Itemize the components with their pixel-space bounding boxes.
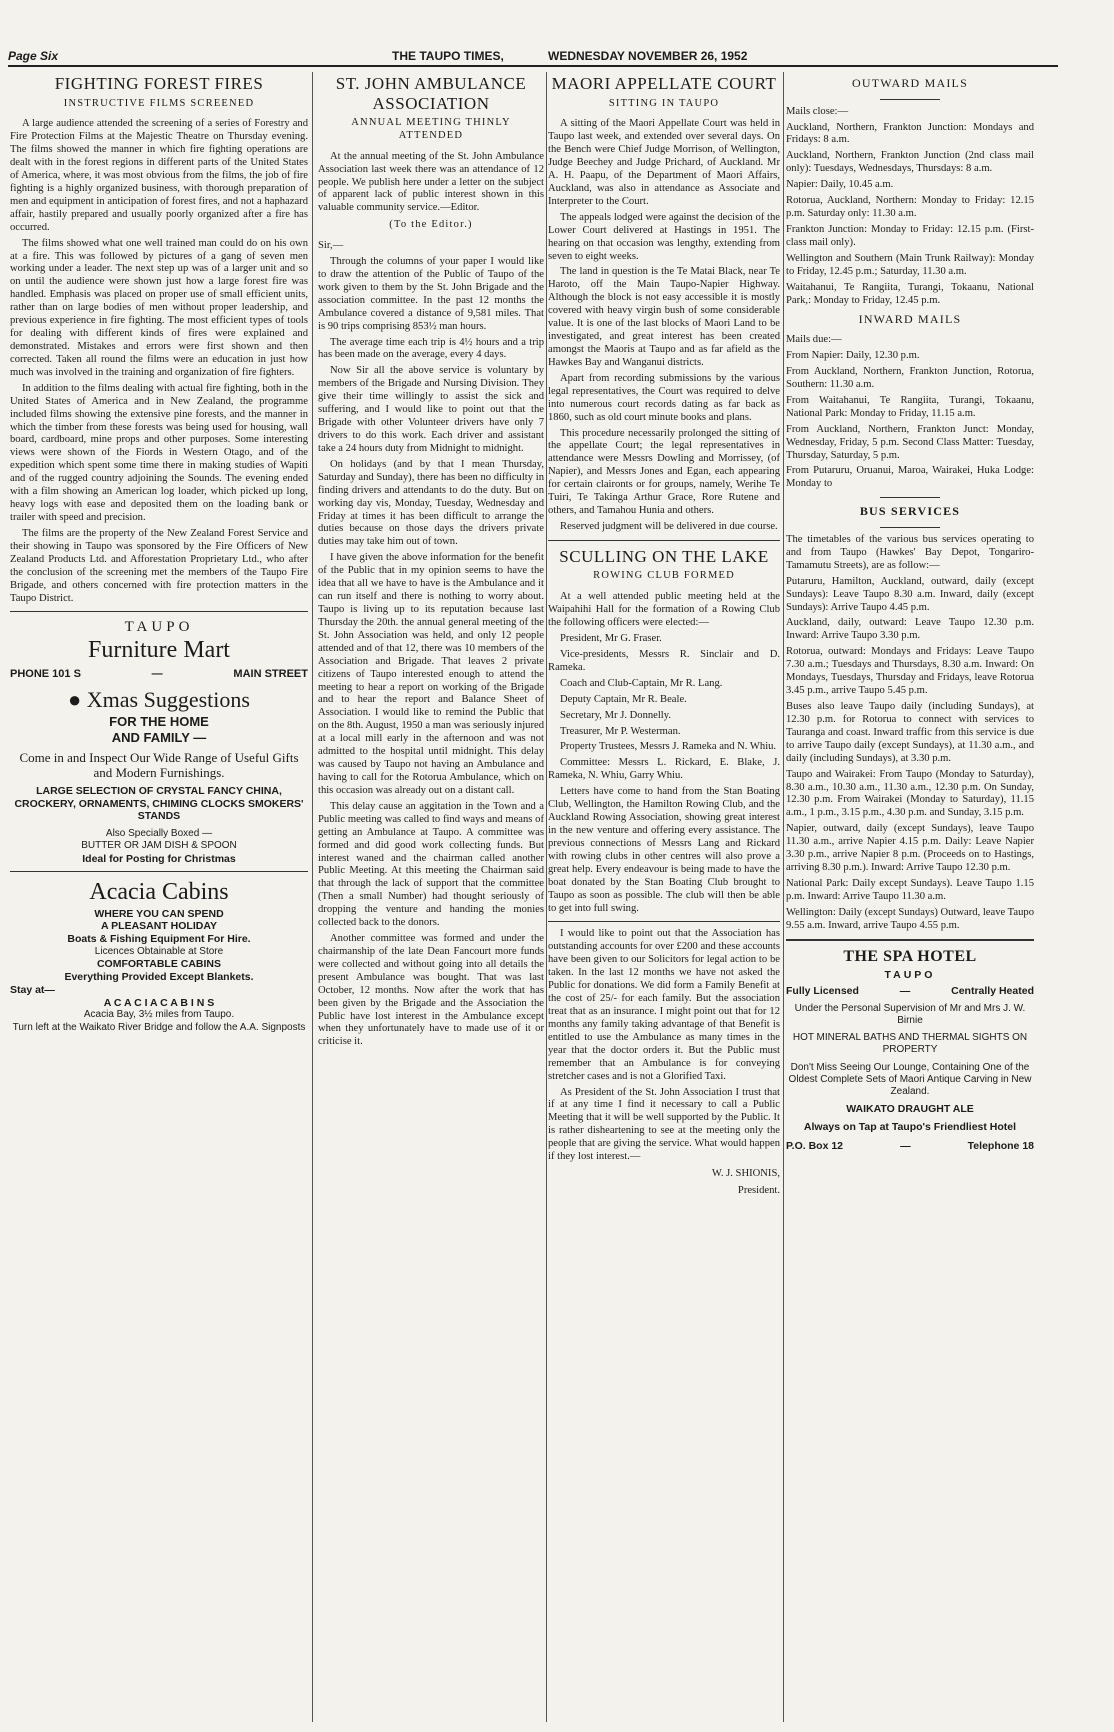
- divider: [880, 99, 940, 100]
- forest-paragraph: The films are the property of the New Zealand Forest Service and their showing in Taupo was sponsored by the Fire Officers of New Zealand Products Ltd. and Afforestation Proprietary Ltd., who after the conclusion of the screening met the members of the Taupo Fire Brigade, and others concerned with fire protection matters in the Taupo District.: [10, 527, 308, 604]
- bus-paragraph: Rotorua, outward: Mondays and Fridays: Leave Taupo 7.30 a.m.; Tuesdays and Thursdays, 8.30 a.m. Inward: On Mondays, Tuesdays, Thursday and Fridays, leave Rotorua 3.45 p.m., arrive Taupo 5.45 p.m.: [786, 646, 1034, 697]
- stjohn-intro: At the annual meeting of the St. John Ambulance Association last week there was an attendance of 12 people. We publish here under a letter on the subject of apparent lack of public interest shown in this valuable community service.—Editor.: [318, 150, 544, 214]
- officer-line: Coach and Club-Captain, Mr R. Lang.: [560, 677, 723, 689]
- spa-tap: Always on Tap at Taupo's Friendliest Hotel: [803, 1120, 1017, 1133]
- column-3: [548, 72, 780, 1732]
- stjohn-paragraph: Now Sir all the above service is voluntary by members of the Brigade and Nursing Division. They give their time willingly to assist the sick and suffering, and I would like to point out that the Brigade with other Volunteer drivers have only 7 drivers to do this work. Each driver and assistant take a 24 hours duty from Midnight to midnight.: [318, 365, 544, 454]
- officer-line: President, Mr G. Fraser.: [560, 633, 662, 645]
- spa-supervision: Under the Personal Supervision of Mr and Mrs J. W. Birnie: [794, 1002, 1026, 1026]
- divider: [880, 527, 940, 528]
- divider: [10, 611, 308, 612]
- stjohn-paragraph: Through the columns of your paper I would like to draw the attention of the Public of Taupo of the work given to them by the St. John Brigade and the association committee. In the past 12 months the Ambulance covered a distance of 9,581 miles. That is 90 trips comprising 853½ man hours.: [318, 256, 544, 332]
- column-2: [318, 72, 544, 1732]
- stjohn-paragraph: The average time each trip is 4½ hours and a trip has been made on the average, every 4 days.: [318, 336, 544, 361]
- outward-line: Waitahanui, Te Rangiita, Turangi, Tokaanu, National Park,: Monday to Friday, 12.45 p.m.: [786, 281, 1034, 306]
- for-the-home: FOR THE HOME: [109, 713, 209, 729]
- dash: —: [151, 667, 163, 680]
- officer-line: Treasurer, Mr P. Westerman.: [560, 725, 681, 737]
- signature-name: W. J. SHIONIS,: [711, 1168, 780, 1180]
- outward-line: Rotorua, Auckland, Northern: Monday to Friday: 12.15 p.m. Saturday only: 11.30 a.m.: [786, 195, 1034, 220]
- acacia-cabins-ad: [10, 878, 308, 1033]
- outward-line: Napier: Daily, 10.45 a.m.: [786, 179, 894, 191]
- divider: [548, 921, 780, 922]
- sculling-intro: At a well attended public meeting held at the Waipahihi Hall for the formation of a Rowing Club the following officers were elected:—: [548, 591, 780, 629]
- spa-licensed: Fully Licensed: [786, 984, 859, 997]
- dash: —: [899, 984, 911, 997]
- stjohn-paragraph: This delay cause an aggitation in the Town and a Public meeting was called to find ways and means of getting an Ambulance at Taupo. A committee was formed and did good work collecting funds. But interest waned and the chairman called another Public Meeting. At this meeting the Chairman said that through the lack of support that the committee (Then a small Number) had thought seriously of dropping the venture and handing the monies collected back to the donors.: [318, 800, 544, 929]
- come-inspect: Come in and Inspect Our Wide Range of Useful Gifts and Modern Furnishings.: [19, 749, 299, 781]
- page-number: Page Six: [8, 49, 59, 63]
- officer-line: Secretary, Mr J. Donnelly.: [560, 709, 672, 721]
- spa-pobox: P.O. Box 12: [786, 1139, 844, 1152]
- spa-licensed-row: [786, 985, 1034, 998]
- ideal-posting: Ideal for Posting for Christmas: [82, 852, 236, 865]
- sculling-subhead: ROWING CLUB FORMED: [593, 570, 735, 582]
- forest-paragraph: The films showed what one well trained man could do on his own at a fire. This was followed by pictures of a gang of seven men working under a leader. The next step up was of a larger unit and so on until the audience were shown just how a large forest fire was handled. Emphasis was placed on proper use of small efficient units, rather than on large bodies of men without proper leadership, and previous experience in fire fighting. The most efficient types of tools for dealing with different kinds of fires were explained and demonstrated. Mistakes and errors were first shown and then corrected. Taken all round the films were an education in just how much was involved in the training and organization of fire fighters.: [10, 237, 308, 378]
- acacia-boats: Boats & Fishing Equipment For Hire.: [67, 933, 251, 946]
- spa-baths: HOT MINERAL BATHS AND THERMAL SIGHTS ON PROPERTY: [792, 1032, 1028, 1056]
- xmas-suggestions: ● Xmas Suggestions: [68, 687, 250, 713]
- acacia-stay: Stay at—: [10, 983, 55, 996]
- inward-headline: INWARD MAILS: [858, 311, 962, 326]
- bus-paragraph: Buses also leave Taupo daily (including Sundays), at 12.30 p.m. for Rotorua to connect with services to Tauranga and coast. Inward traffic from this service is due to arrive Taupo daily (except Sundays), at 11.30 a.m., and daily (including Sundays), at 3.30 p.m.: [786, 700, 1034, 764]
- acacia-licences: Licences Obtainable at Store: [94, 946, 224, 958]
- furniture-phone: PHONE 101 S: [10, 667, 81, 680]
- maori-paragraph: The appeals lodged were against the decision of the Lower Court delivered at Hastings in 1951. The hearing on that occasion was lengthy, extending from seven to eight weeks.: [548, 211, 780, 262]
- bus-paragraph: National Park: Daily except Sundays). Leave Taupo 1.15 p.m. Inward: Arrive Taupo 11.30 a.m.: [786, 877, 1034, 902]
- maori-headline: MAORI APPELLATE COURT: [551, 74, 777, 93]
- column-1: [10, 72, 308, 1732]
- furniture-town: TAUPO: [124, 619, 194, 636]
- divider: [880, 497, 940, 498]
- acacia-location: Acacia Bay, 3½ miles from Taupo.: [83, 1009, 235, 1021]
- forest-subhead: INSTRUCTIVE FILMS SCREENED: [63, 97, 255, 109]
- officer-line: Property Trustees, Messrs J. Rameka and N. Whiu.: [560, 741, 777, 753]
- column-rule: [546, 72, 547, 1722]
- stjohn-paragraph: As President of the St. John Association I trust that if at any time I find it necessary to call a Public Meeting that it will be well supported by the Public. It is rather disheartening to see at the meeting only the people that are giving the service. What would happen if they lost interest.—: [548, 1086, 780, 1163]
- selection-text: LARGE SELECTION OF CRYSTAL FANCY CHINA, CROCKERY, ORNAMENTS, CHIMING CLOCKS SMOKERS' STANDS: [14, 784, 304, 823]
- sculling-headline: SCULLING ON THE LAKE: [559, 546, 769, 566]
- acacia-everything: Everything Provided Except Blankets.: [64, 971, 254, 984]
- inward-line: From Napier: Daily, 12.30 p.m.: [786, 350, 920, 362]
- forest-headline: FIGHTING FOREST FIRES: [54, 74, 264, 93]
- outward-line: Wellington and Southern (Main Trunk Railway): Monday to Friday, 12.45 p.m.; Saturday, 11.30 a.m.: [786, 252, 1034, 277]
- and-family: AND FAMILY —: [111, 729, 207, 745]
- signature-title: President.: [737, 1184, 780, 1196]
- inward-line: From Waitahanui, Te Rangiita, Turangi, Tokaanu, National Park: Monday to Friday, 11.15 a.m.: [786, 394, 1034, 419]
- maori-paragraph: The land in question is the Te Matai Black, near Te Haroto, off the Main Taupo-Napier Highway. Although the block is not easy accessible it is mostly covered with heavy virgin bush of some considerable value. It is one of the last blocks of Maori Land to be investigated, and great interest has been created amongst the Maoris at Taupo and as far afield as the Hawkes Bay and Wanganui districts.: [548, 266, 780, 368]
- outward-line: Auckland, Northern, Frankton Junction: Mondays and Fridays: 8 a.m.: [786, 121, 1034, 146]
- bus-paragraph: Taupo and Wairakei: From Taupo (Monday to Saturday), 8.30 a.m., 10.30 a.m., 11.30 a.m., 12.30 p.m. On Sunday, 12.30 p.m. From Wairakei (Monday to Saturday), 11.15 a.m., 1 p.m., 3.15 p.m., 4.30 p.m. and Sunday, 3.15 p.m.: [786, 768, 1034, 819]
- spa-lounge: Don't Miss Seeing Our Lounge, Containing One of the Oldest Complete Sets of Maori Antique Carving in New Zealand.: [788, 1061, 1032, 1097]
- stjohn-paragraph: I would like to point out that the Association has outstanding accounts for over £200 and these accounts have been given to our Solicitors for legal action to be taken. In the last 12 months we have not asked the Public for donations. We did form a Family Benefit at the cost of 25/- for each family. But the association treat that as an insurance. I might point out that for 12 months any family taking advantage of that Benefit is entitled to use the Ambulance as many times in the year that the doctor orders it. But the Public must remember that an Ambulance is for conveying stretcher cases and is not a Glorified Taxi.: [548, 928, 780, 1082]
- butter-dish: BUTTER OR JAM DISH & SPOON: [81, 840, 237, 852]
- inward-line: From Auckland, Northern, Frankton Junct: Monday, Wednesday, Friday, 5 p.m. Second Class Matter: Tuesday, Thursday, Saturday, 5 p.m.: [786, 423, 1034, 461]
- spa-hotel-ad: [786, 939, 1034, 1153]
- inward-line: Mails due:—: [786, 334, 842, 346]
- column-rule: [783, 72, 784, 1722]
- bullet-icon: ●: [68, 687, 87, 713]
- stjohn-headline: ST. JOHN AMBULANCE ASSOCIATION: [335, 74, 527, 113]
- maori-paragraph: This procedure necessarily prolonged the sitting of the appellate Court; the legal representatives in attendance were Messrs Dowling and Morrissey, (of Napier), and Messrs Jones and Egan, each appearing for certain claironts or for groups, namely, Werihe Te Tuiri, Te Takinga Arthur Grace, Rore Rutene and others, and Tamahou Hunia and others.: [548, 427, 780, 517]
- furniture-mart-ad: [10, 618, 308, 865]
- spa-name: THE SPA HOTEL: [843, 947, 977, 965]
- spa-ale: WAIKATO DRAUGHT ALE: [846, 1103, 974, 1116]
- officer-line: Deputy Captain, Mr R. Beale.: [560, 693, 687, 705]
- bus-paragraph: Auckland, daily, outward: Leave Taupo 12.30 p.m. Inward: Arrive Taupo 3.30 p.m.: [786, 617, 1034, 642]
- newspaper-title: THE TAUPO TIMES,: [392, 49, 504, 63]
- outward-line: Mails close:—: [786, 105, 849, 117]
- bus-headline: BUS SERVICES: [859, 504, 961, 519]
- maori-paragraph: Apart from recording submissions by the various legal representatives, the Court was required to delve into numerous court records dating as far back as 1860, such as old court minute books and plans.: [548, 372, 780, 423]
- officer-line: Committee: Messrs L. Rickard, E. Blake, J. Rameka, N. Whiu, Garry Whiu.: [548, 757, 780, 782]
- bus-paragraph: Wellington: Daily (except Sundays) Outward, leave Taupo 9.55 a.m. Inward, arrive Taupo 4.55 p.m.: [786, 906, 1034, 931]
- forest-paragraph: A large audience attended the screening of a series of Forestry and Fire Protection Films at the Majestic Theatre on Thursday evening. The films showed the manner in which fire fighting operations are dealt with in the forest regions in different parts of the United States of America, where, it was most obvious from the films, the job of fire fighting is a highly organized business, with thorough preparation of men and equipment in anticipation of forest fires, and not a haphazard affair, hastily prepared and usually poorly organized after a fire has occurred.: [10, 118, 308, 233]
- to-editor: (To the Editor.): [389, 219, 473, 231]
- stjohn-subhead: ANNUAL MEETING THINLY ATTENDED: [351, 117, 511, 141]
- inward-line: From Putaruru, Oruanui, Maroa, Wairakei, Huka Lodge: Monday to: [786, 465, 1034, 490]
- bus-paragraph: Napier, outward, daily (except Sundays), leave Taupo 11.30 a.m., arrive Napier 4.15 p.m. Daily: Leave Napier 3.30 p.m., arrive Napier 8 p.m. (Proceeds on to Hastings, arriving 8.30 p.m.). Inward: Arrive Taupo 12.30 p.m.: [786, 823, 1034, 874]
- stjohn-paragraph: I have given the above information for the benefit of the Public that in my opinion seems to have the idea that all we have to have is the Ambulance and it can run itself and there is nothing to worry about. Taupo is living up to its reputation because last Thursday the 20th. the annual general meeting of the St. John Association was held, and only 12 people attended and of that 12, there was 10 members of the Association and Brigade. That leaves 2 private citizens of Taupo interested enough to attend the meeting to hear a report on working of the Brigade and to hear the report and Balance Sheet of Association. I would like to remind the Public that on the 8th. August, 1950 a man was seriously injured at a local mill early in the afternoon and was not admitted to the hospital until midnight. This delay was caused by Taupo not having an Ambulance and having to call for the Rotorua Ambulance, which on this occasion was already out on a distant call.: [318, 552, 544, 796]
- column-rule: [312, 72, 313, 1722]
- sculling-closing: Letters have come to hand from the Stan Boating Club, Wellington, the Hamilton Rowing Club, and the Auckland Rowing Association, showing great interest in the new venture and offering every assistance. The previous connections of Messrs Lang and Rickard with rowing clubs in other centres will also prove a great help. Every endeavour is being made to have the boat donated by the Stan Boating Club brought to Taupo as soon as possible. The club will then be able to get into full swing.: [548, 786, 780, 914]
- furniture-phone-row: [10, 668, 308, 681]
- divider: [548, 540, 780, 541]
- furniture-street: MAIN STREET: [233, 667, 308, 680]
- outward-line: Auckland, Northern, Frankton Junction (2nd class mail only): Tuesdays, Wednesdays, Thursdays: 8 a.m.: [786, 150, 1034, 175]
- divider: [10, 871, 308, 872]
- also-boxed: Also Specially Boxed —: [105, 828, 213, 840]
- salutation: Sir,—: [318, 240, 344, 252]
- bus-paragraph: Putaruru, Hamilton, Auckland, outward, daily (except Sundays): Leave Taupo 8.30 a.m. Inward, daily (except Sundays): Arrive Taupo 4.45 p.m.: [786, 575, 1034, 613]
- spa-heated: Centrally Heated: [951, 984, 1034, 997]
- acacia-holiday: A PLEASANT HOLIDAY: [101, 920, 217, 933]
- acacia-spend: WHERE YOU CAN SPEND: [94, 907, 224, 920]
- outward-headline: OUTWARD MAILS: [852, 76, 968, 90]
- acacia-comfortable: COMFORTABLE CABINS: [96, 958, 222, 971]
- acacia-name: Acacia Cabins: [89, 879, 229, 906]
- dash: —: [900, 1139, 911, 1152]
- stjohn-paragraph: Another committee was formed and under the chairmanship of the late Dean Fancourt more funds were collected and without going into all details the present Ambulance was bought. That was last October, 12 months. Now after the work that has been given by the Brigade and the Association the Public have lost interest in the Ambulance except when they unfortunately have to made use of it or criticise it.: [318, 933, 544, 1048]
- spa-contact-row: [786, 1140, 1034, 1153]
- bus-paragraph: The timetables of the various bus services operating to and from Taupo (Hawkes' Bay Depot, Tongariro-Tamamutu Streets), are as follow:—: [786, 533, 1034, 571]
- furniture-name: Furniture Mart: [88, 637, 230, 664]
- spa-telephone: Telephone 18: [967, 1139, 1034, 1152]
- maori-paragraph: A sitting of the Maori Appellate Court was held in Taupo last week, and extended over several days. On the Bench were Chief Judge Morrison, of Wellington, Judge Beechey and Judge Prichard, of Auckland. Mr A. H. Paapu, of the Department of Maori Affairs, Auckland, was also in attendance as Associate and Interpreter to the Court.: [548, 118, 780, 207]
- masthead: [8, 45, 1058, 67]
- inward-line: From Auckland, Northern, Frankton Junction, Rotorua, Southern: 11.30 a.m.: [786, 366, 1034, 390]
- outward-line: Frankton Junction: Monday to Friday: 12.15 p.m. (First-class mail only).: [786, 224, 1034, 248]
- maori-subhead: SITTING IN TAUPO: [608, 97, 720, 109]
- stjohn-paragraph: On holidays (and by that I mean Thursday, Saturday and Sunday), there has been no difficulty in finding drivers and attendants to do the duty. But on working day vis, Monday, Tuesday, Wednesday and Friday at times it has been difficult to arrange the duties because on those days the drivers private duties may take him out of town.: [318, 458, 544, 548]
- officer-line: Vice-presidents, Messrs R. Sinclair and D. Rameka.: [548, 648, 780, 673]
- acacia-spaced: A C A C I A C A B I N S: [103, 996, 215, 1009]
- column-4: [786, 72, 1034, 1732]
- issue-date: WEDNESDAY NOVEMBER 26, 1952: [548, 49, 748, 63]
- forest-paragraph: In addition to the films dealing with actual fire fighting, both in the United States of America and in New Zealand, the programme included films showing the extensive pine forests, and the manner in which the timber from these forests was being used for housing, wall board, cardboard, mine props and other purposes. Some interesting views were shown of the Fiords in Western Otago, and of the expedition which spent some time there in making studies of Wapiti and of the rugged country adjoining the Sounds. The evening ended with a film showing an American log loader, which picked up long, heavy logs with ease and deposited them on the loading bank or trailer with speed and precision.: [10, 382, 308, 523]
- maori-paragraph: Reserved judgment will be delivered in due course.: [560, 521, 778, 532]
- spa-town: TAUPO: [884, 969, 936, 982]
- acacia-turn: Turn left at the Waikato River Bridge and follow the A.A. Signposts: [12, 1021, 306, 1033]
